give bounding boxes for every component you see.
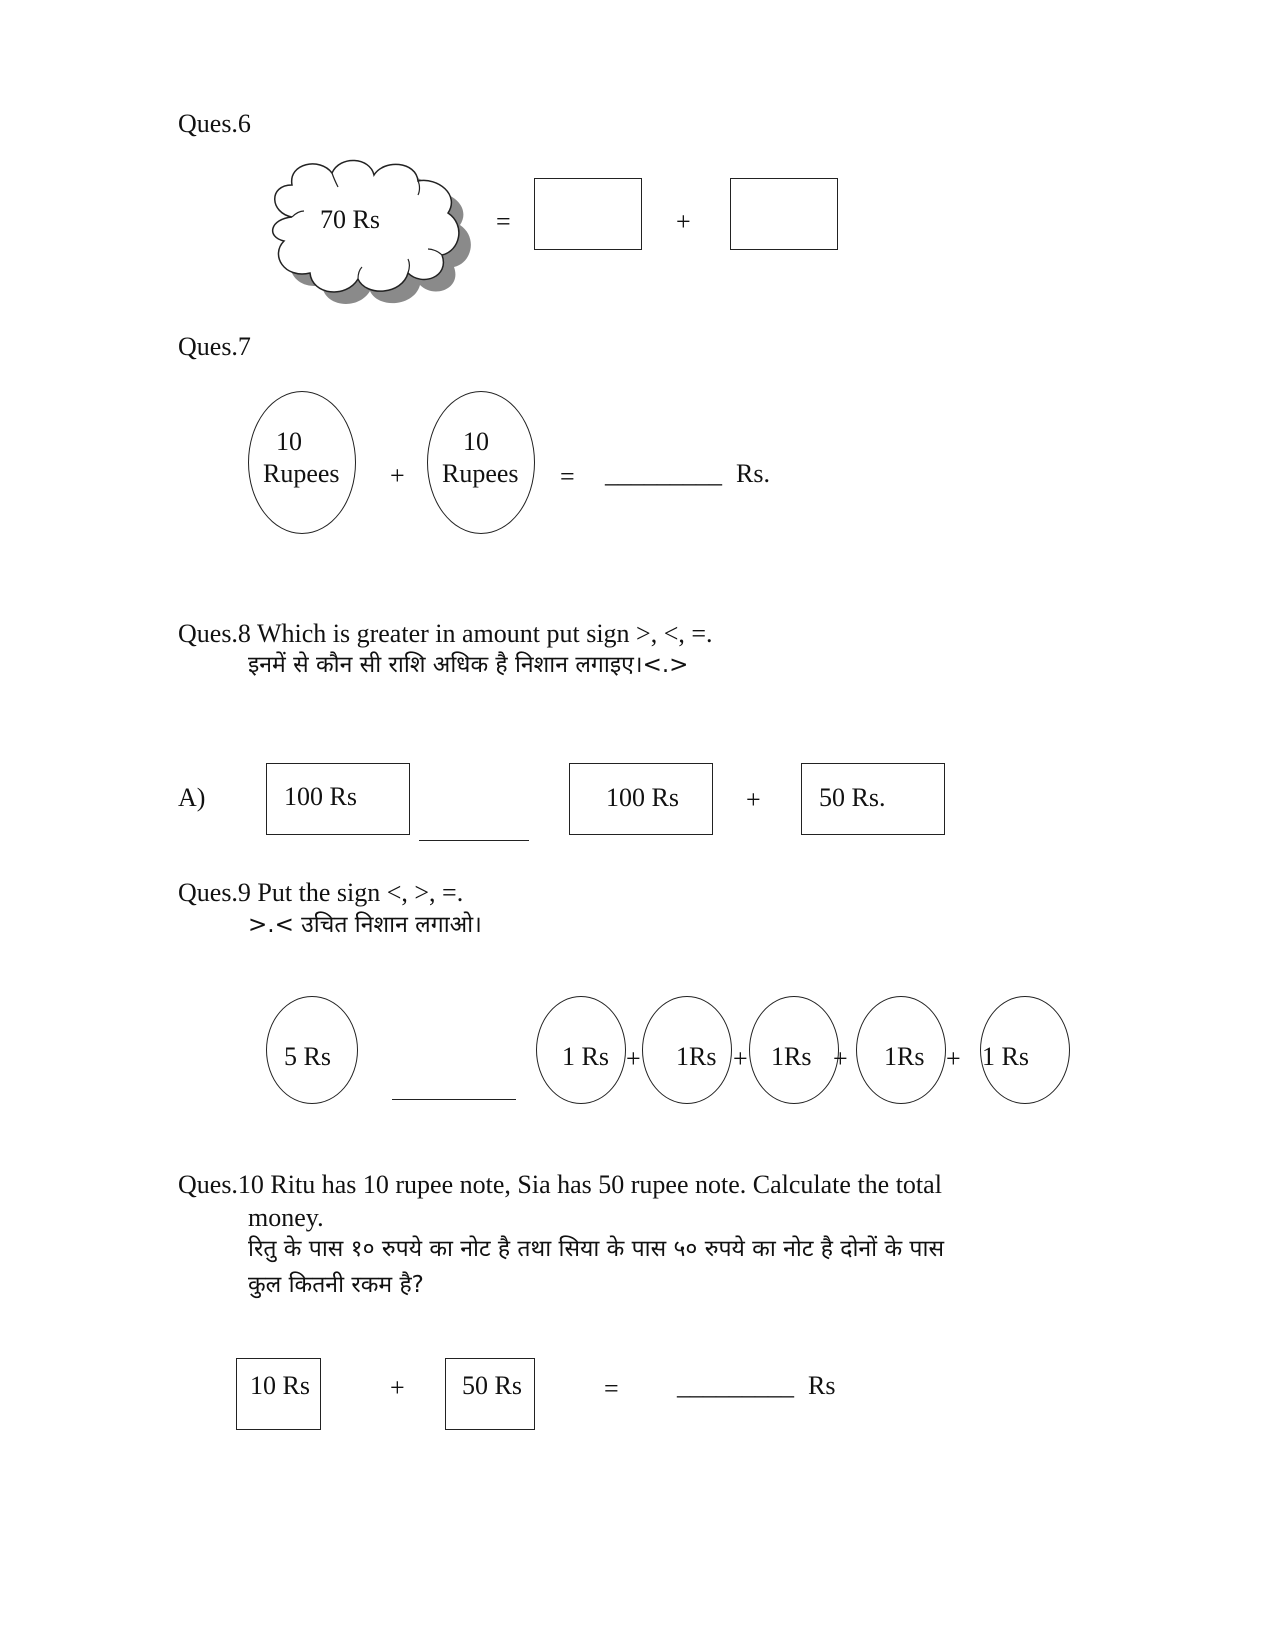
q10-hindi-line-2: कुल कितनी रकम है? [248,1272,424,1298]
q7-plus: + [390,461,405,490]
q6-label: Ques.6 [178,109,251,138]
q10-equals: = [604,1374,619,1403]
q9-hindi-instruction: >.< उचित निशान लगाओ। [248,912,482,938]
q8-box1-text: 100 Rs [284,782,357,811]
q10-plus: + [390,1373,405,1402]
q7-equals: = [560,462,575,491]
q8-answer-blank[interactable] [419,840,529,841]
q8-part-a-label: A) [178,783,206,812]
q9-plus-2: + [733,1044,748,1073]
q8-box3-text: 50 Rs. [819,783,886,812]
coin-1-rs-1-label: 1 Rs [562,1042,609,1071]
q6-answer-box-1[interactable] [534,178,642,250]
q6-answer-box-2[interactable] [730,178,838,250]
q9-answer-blank[interactable] [392,1099,516,1100]
q6-equals: = [496,207,511,236]
coin1-unit: Rupees [263,459,340,488]
coin2-unit: Rupees [442,459,519,488]
q9-plus-4: + [946,1044,961,1073]
coin-1-rs-3-label: 1Rs [771,1042,812,1071]
q8-box2-text: 100 Rs [606,783,679,812]
q7-answer-blank[interactable]: _________ [605,459,722,488]
q10-unit: Rs [808,1371,836,1400]
coin-1-rs-2-label: 1Rs [676,1042,717,1071]
q9-label: Ques.9 Put the sign <, >, =. [178,878,464,907]
q8-hindi-instruction: इनमें से कौन सी राशि अधिक है निशान लगाइए।<.> [248,652,689,678]
q6-plus: + [676,207,691,236]
q10-hindi-line-1: रितु के पास १० रुपये का नोट है तथा सिया के पास ५० रुपये का नोट है दोनों के पास [248,1236,944,1262]
coin-1-rs-4-label: 1Rs [884,1042,925,1071]
q8-plus: + [746,785,761,814]
q10-label: Ques.10 Ritu has 10 rupee note, Sia has 50 rupee note. Calculate the total [178,1170,942,1199]
q7-unit: Rs. [736,459,770,488]
q10-box1-text: 10 Rs [250,1371,310,1400]
q9-plus-1: + [626,1044,641,1073]
q10-box2-text: 50 Rs [462,1371,522,1400]
q9-plus-3: + [833,1044,848,1073]
q10-label-cont: money. [248,1203,324,1232]
coin2-value: 10 [463,427,489,456]
cloud-amount: 70 Rs [320,205,380,234]
coin-1-rs-5-label: 1 Rs [982,1042,1029,1071]
q8-label: Ques.8 Which is greater in amount put sign >, <, =. [178,619,713,648]
coin-5-rs-label: 5 Rs [284,1042,331,1071]
coin1-value: 10 [276,427,302,456]
q10-answer-blank[interactable]: _________ [677,1371,794,1400]
q7-label: Ques.7 [178,332,251,361]
